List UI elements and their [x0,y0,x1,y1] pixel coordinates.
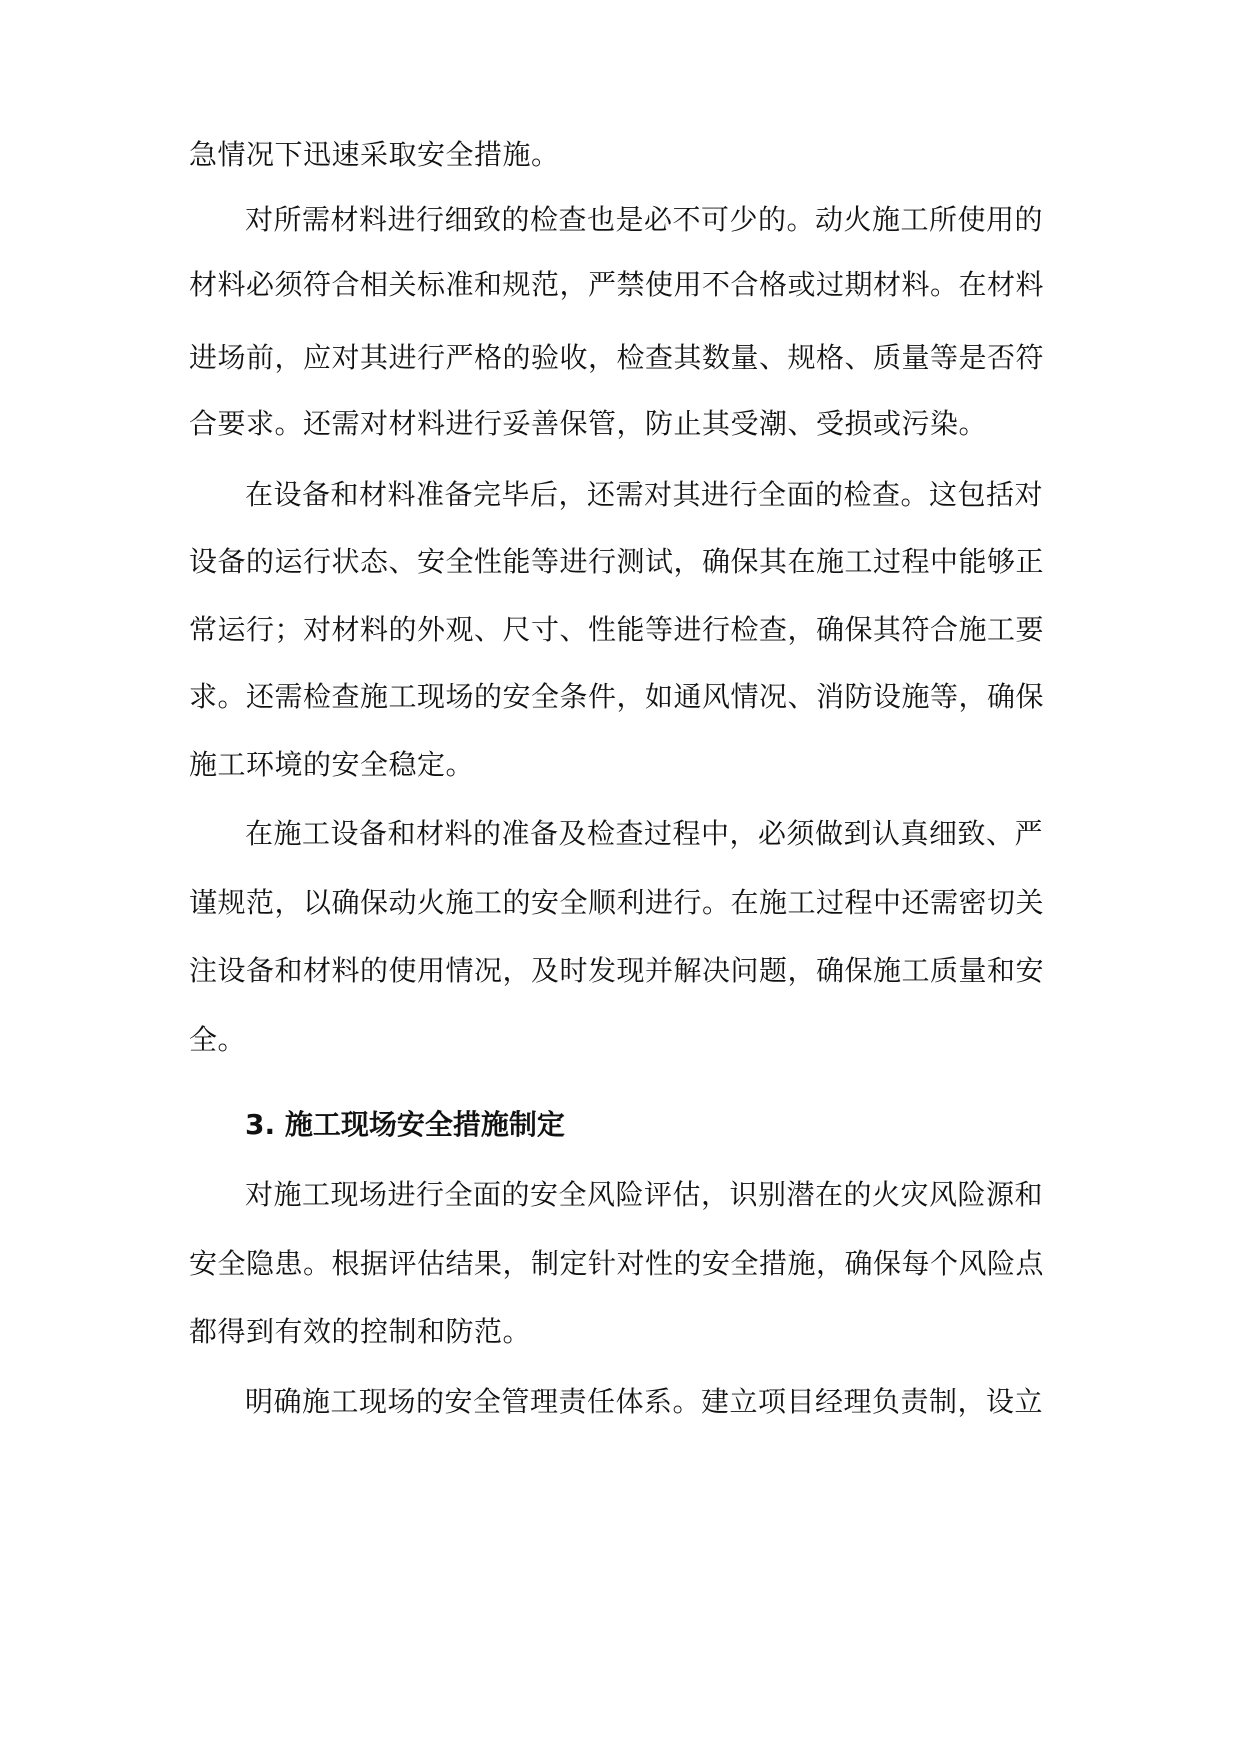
text-line: 常运行；对材料的外观、尺寸、性能等进行检查，确保其符合施工要 [189,613,1045,646]
text-line: 都得到有效的控制和防范。 [189,1315,532,1348]
text-line: 安全隐患。根据评估结果，制定针对性的安全措施，确保每个风险点 [189,1247,1045,1280]
paragraph-first-line: 在设备和材料准备完毕后，还需对其进行全面的检查。这包括对 [245,478,1044,511]
text-line: 材料必须符合相关标准和规范，严禁使用不合格或过期材料。在材料 [189,268,1045,301]
text-line: 施工环境的安全稳定。 [189,748,475,781]
text-line: 谨规范，以确保动火施工的安全顺利进行。在施工过程中还需密切关 [189,886,1045,919]
paragraph-first-line: 对施工现场进行全面的安全风险评估，识别潜在的火灾风险源和 [245,1178,1044,1211]
text-line: 设备的运行状态、安全性能等进行测试，确保其在施工过程中能够正 [189,545,1045,578]
text-line: 合要求。还需对材料进行妥善保管，防止其受潮、受损或污染。 [189,407,988,440]
paragraph-first-line: 在施工设备和材料的准备及检查过程中，必须做到认真细致、严 [245,817,1044,850]
paragraph-first-line: 明确施工现场的安全管理责任体系。建立项目经理负责制，设立 [245,1385,1044,1418]
text-line: 全。 [189,1023,247,1056]
text-line: 进场前，应对其进行严格的验收，检查其数量、规格、质量等是否符 [189,341,1045,374]
paragraph-first-line: 对所需材料进行细致的检查也是必不可少的。动火施工所使用的 [245,203,1044,236]
text-line: 急情况下迅速采取安全措施。 [189,138,560,171]
section-heading: 3. 施工现场安全措施制定 [245,1108,565,1141]
text-line: 求。还需检查施工现场的安全条件，如通风情况、消防设施等，确保 [189,680,1045,713]
text-line: 注设备和材料的使用情况，及时发现并解决问题，确保施工质量和安 [189,954,1045,987]
